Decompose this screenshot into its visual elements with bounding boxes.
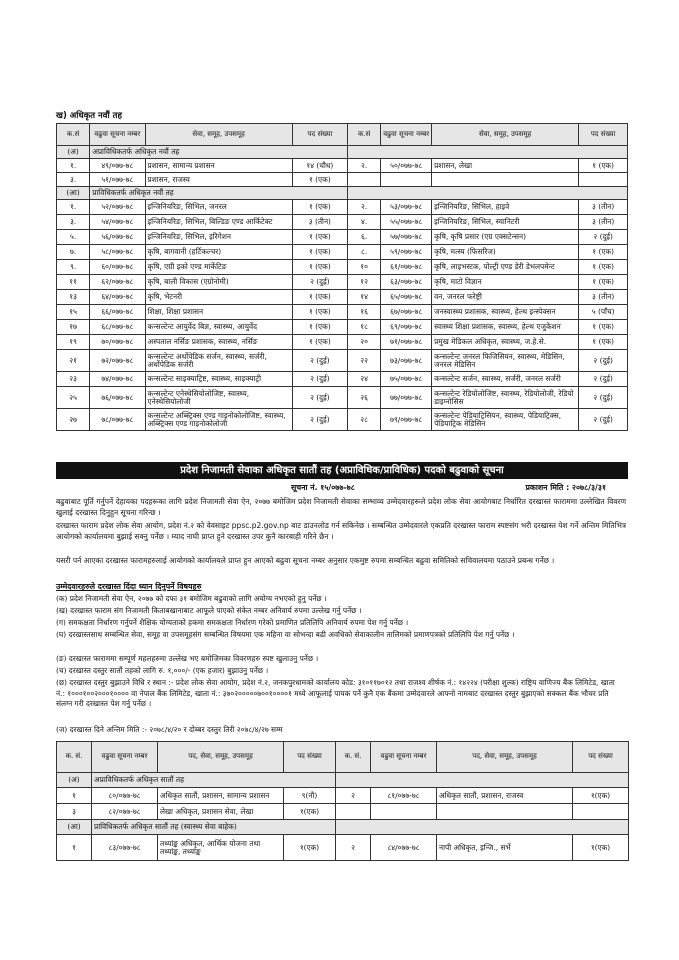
instruction-item: (ङ) दरखास्त फाराममा सम्पूर्ण महलहरुमा उल्लेख भए बमोजिमका विवरणहरु स्पष्ट खुलाउनु पर्नेछ । [56,654,319,663]
notice-banner: प्रदेश निजामती सेवाका अधिकृत सातौं तह (अप्राविधिक/प्राविधिक) पदको बढुवाको सूचना [56,462,628,479]
row-sn: २५ [57,387,90,409]
col-posts: पद संख्या [292,124,347,146]
row-notice-no: ६४/०७७-७८ [90,290,145,305]
row-sn: ५. [57,230,90,245]
row-notice-no: ७४/०७७-७८ [90,372,145,387]
row-posts: १ (एक) [292,200,347,215]
row-sn: २. [348,200,381,215]
category-label: अप्राविधिकतर्फ अधिकृत सातौं तह [92,773,336,788]
col-sn: क.सं [348,124,381,146]
row-notice-no: ५८/०७७-७८ [90,245,145,260]
col-posts: पद संख्या [573,742,629,773]
row-sn: १ [57,788,92,804]
officer-7th-level-table [56,741,629,861]
row-sn: १४ [348,290,381,305]
row-service: वन, जनरल फरेष्ट्री [432,290,579,305]
row-notice-no: ५०/०७७-७८ [381,159,432,173]
row-posts: १ (एक) [579,159,628,173]
row-posts: २ (दुई) [579,387,628,409]
row-posts: २ (दुई) [579,409,628,431]
row-posts: ५ (पाँच) [579,305,628,320]
row-notice-no: ७१/०७७-७८ [381,335,432,350]
row-sn: २ [336,835,371,861]
col-sn: क.सं [57,124,90,146]
bottom-b-rows [57,835,629,861]
row-sn: २० [348,335,381,350]
row-sn: २४ [348,372,381,387]
row-sn: १. [57,159,90,173]
row-sn: ३ [57,804,92,820]
row-notice-no: ५१/०७७-७८ [90,173,145,187]
instruction-item: (छ) दरखास्त दस्तुर बुझाउने विधि र स्थान :- प्रदेश लोक सेवा आयोग, प्रदेश नं.२, जनकपुरधामको कार्यालय कोड: ३१०११७०१२ तथा राजश्व शीर्षक नं.: १४२२४ (परीक्षा शुल्क) राष्ट्रिय वाणिज्य बैंक लिमिटेड, खाता नं.: १०००१००२०००१०००० वा नेपाल बैंक लिमिटेड, खाता नं.: ३७०२०००००७००१००००१ मध्ये आफूलाई पायक पर्ने कुनै एक बैंकमा उम्मेदवारले आफ्नो नामबाट दरखास्त दस्तुर बुझाएको सक्कल बैंक भौचर प्रति संलग्न गरी दरखास्त पेश गर्नु पर्नेछ । [56,678,615,708]
row-notice-no: ६०/०७७-७८ [90,260,145,275]
row-sn: ६. [348,230,381,245]
col-service: पद, सेवा, समूह, उपसमूह [437,742,573,773]
section-heading: ख) अधिकृत नवौं तह [56,111,123,121]
row-service: कन्सल्टेन्ट अर्थोपेडिक सर्जन, स्वास्थ्य, सर्जरी, अर्थोपेडिक सर्जरी [145,350,292,372]
row-posts: १(एक) [284,804,336,820]
row-sn: ३. [57,215,90,230]
table-header-row [57,742,629,773]
col-service: सेवा, समूह, उपसमूह [145,124,292,146]
row-sn: १६ [348,305,381,320]
row-posts [579,173,628,187]
row-notice-no: ६३/०७७-७८ [381,275,432,290]
row-service: कन्सल्टेन्ट रेडियोलोजिष्ट, स्वास्थ्य, रेडियोलोजी, रेडियो डाइग्नोसिस [432,387,579,409]
row-sn: १० [348,260,381,275]
row-service: कृषि, एग्री इको एण्ड मार्केटिङ [145,260,292,275]
category-label: अप्राविधिकतर्फ अधिकृत नवौं तह [90,146,348,159]
row-posts: १ (एक) [292,335,347,350]
row-notice-no: ६५/०७७-७८ [381,290,432,305]
row-sn: २६ [348,387,381,409]
table-row [57,788,629,804]
row-posts: १ (एक) [579,245,628,260]
row-notice-no: ७६/०७७-७८ [90,387,145,409]
table-row [57,290,628,305]
row-sn: ७. [57,245,90,260]
row-service: कृषि, कृषि प्रसार (एग्र एक्सटेन्सन) [432,230,579,245]
officer-9th-level-table [56,123,628,431]
row-service: कृषि, भेटनरी [145,290,292,305]
table-row [57,230,628,245]
instruction-item: (ज) दरखास्त दिने अन्तिम मिति :- २०७८/४/२० र दोब्बर दस्तुर तिरी २०७८/४/२७ सम्म [56,725,283,734]
row-service: जनस्वास्थ्य प्रशासक, स्वास्थ्य, हेल्थ इन्स्पेक्सन [432,305,579,320]
row-sn: १ [57,835,92,861]
row-posts: १(एक) [573,835,629,861]
row-sn: ११ [57,275,90,290]
table-row [57,215,628,230]
row-sn: १८ [348,320,381,335]
forwarding-paragraph: यसरी पर्न आएका दरखास्त फारामहरुलाई आयोगको कार्यालयले प्राप्त हुन आएको बढुवा सूचना नम्बर अनुसार एकमुष्ट रुपमा सम्बन्धित बढुवा समितिको सचिवालयमा पठाउने प्रबन्ध गर्नेछ । [56,556,555,565]
application-paragraph: दरखास्त फाराम प्रदेश लोक सेवा आयोग, प्रदेश नं.२ को वेवसाइट ppsc.p2.gov.np बाट डाउनलोड गर्न सकिनेछ । सम्बन्धित उम्मेदवारले एकप्रति दरखास्त फाराम स्पष्टसंग भरी दरखास्त पेश गर्ने अन्तिम मितिभित्र आयोगको कार्यालयमा बुझाई सक्नु पर्नेछ । म्याद नाघी प्राप्त हुने दरखास्त उपर कुनै कारबाही गरिने छैन । [56,521,626,541]
bottom-a-rows [57,788,629,820]
row-notice-no: ५६/०७७-७८ [90,230,145,245]
notice-info-line [56,483,628,495]
table-row [57,245,628,260]
row-notice-no: ७२/०७७-७८ [90,350,145,372]
row-sn: ९. [57,260,90,275]
row-posts: २ (दुई) [579,372,628,387]
table-row [57,173,628,187]
row-notice-no [371,804,437,820]
row-service: कृषि, लाइभस्टक, पोल्ट्री एण्ड डेरी डेभलपमेन्ट [432,260,579,275]
row-notice-no: ८४/०७७-७८ [371,835,437,861]
row-sn: १५ [57,305,90,320]
row-sn: २२ [348,350,381,372]
row-service: प्रशासन, सामान्य प्रशासन [145,159,292,173]
row-service: लेखा अधिकृत, प्रशासन सेवा, लेखा [158,804,284,820]
row-sn: १३ [57,290,90,305]
row-notice-no: ७३/०७७-७८ [381,350,432,372]
row-service: कृषि, माटो विज्ञान [432,275,579,290]
row-service: इन्जिनियरिङ, सिभिल, बिल्डिङ एण्ड आर्किटेक्ट [145,215,292,230]
row-service: कृषि, बाली विकास (एग्रोनोमी) [145,275,292,290]
instruction-item: (घ) दरखास्तसाथ सम्बन्धित सेवा, समूह वा उपसमूहसंग सम्बन्धित विषयमा एक महिना वा सोभन्दा बढी अवधिको सेवाकालीन तालिमको प्रमाणपत्रको प्रतिलिपि पेश गर्नु पर्नेछ । [56,630,515,639]
row-notice-no: ७५/०७७-७८ [381,372,432,387]
category-row: (आ) प्राविधिकतर्फ अधिकृत नवौं तह [57,187,628,200]
row-notice-no: ५९/०७७-७८ [381,245,432,260]
row-posts: २ (दुई) [579,350,628,372]
col-service: सेवा, समूह, उपसमूह [432,124,579,146]
publish-date: प्रकाशन मिति : २०७८/३/३१ [525,483,606,492]
row-sn: १७ [57,320,90,335]
table-row [57,305,628,320]
row-service: तथ्यांङ्क अधिकृत, आर्थिक योजना तथा तथ्यांङ्क, तथ्यांङ्क [158,835,284,861]
row-posts: ३ (तीन) [292,215,347,230]
row-service: कन्सल्टेन्ट अब्स्ट्रिक्स एण्ड गाइनोकोलोजिष्ट, स्वास्थ्य, अब्स्ट्रिक्स एण्ड गाइनोकोलोजी [145,409,292,431]
table-row [57,804,629,820]
row-posts: १४ (चौध) [292,159,347,173]
row-posts: २ (दुई) [292,409,347,431]
row-posts: १(एक) [573,788,629,804]
intro-paragraph: बढुवाबाट पूर्ति गर्नुपर्ने देहायका पदहरूका लागि प्रदेश निजामती सेवा ऐन, २०७७ बमोजिम प्रदेश निजामती सेवाका सम्भाव्य उम्मेदवारहरूले प्रदेश लोक सेवा आयोगबाट निर्धारित दरखास्त फाराममा उल्लेखित विवरण खुलाई दरखास्त दिनुहुन सूचना गरिन्छ । [56,497,626,517]
row-posts: १ (एक) [292,305,347,320]
row-notice-no: ८१/०७७-७८ [371,788,437,804]
category-row: (आ) प्राविधिकतर्फ अधिकृत सातौं तह (स्वास्थ्य सेवा बाहेक) [57,820,629,835]
row-sn: २ [336,788,371,804]
row-service: कृषि, मत्स्य (फिसरिज) [432,245,579,260]
row-posts: ३ (तीन) [579,290,628,305]
instructions-heading: उम्मेदवारहरुले दरखास्त दिंदा ध्यान दिनुपर्ने विषयहरु [56,582,202,591]
category-row: (अ) अप्राविधिकतर्फ अधिकृत नवौं तह [57,146,628,159]
row-posts [573,804,629,820]
top-a-rows [57,159,628,187]
row-service: अस्पताल नर्सिङ प्रशासक, स्वास्थ्य, नर्सिङ [145,335,292,350]
category-label: प्राविधिकतर्फ अधिकृत सातौं तह (स्वास्थ्य सेवा बाहेक) [92,820,336,835]
row-notice-no: ६६/०७७-७८ [90,305,145,320]
instruction-item: (ग) समकक्षता निर्धारण गर्नुपर्ने शैक्षिक योग्यताको हकमा समकक्षता निर्धारण गरेको प्रमाणित प्रतिलिपि अनिवार्य रुपमा पेश गर्नु पर्नेछ । [56,618,409,627]
row-notice-no [381,173,432,187]
table-row [57,409,628,431]
row-posts: १ (एक) [292,230,347,245]
table-row [57,275,628,290]
col-notice-no: वढुवा सूचना नम्बर [371,742,437,773]
row-notice-no: ८२/०७७-७८ [92,804,158,820]
row-posts: १ (एक) [292,320,347,335]
row-sn: २८ [348,409,381,431]
row-service: इन्जिनियरिङ, सिभिल, हाइवे [432,200,579,215]
row-sn: २१ [57,350,90,372]
row-posts: १ (एक) [579,335,628,350]
row-service: स्वास्थ्य शिक्षा प्रशासक, स्वास्थ्य, हेल्थ एजुकेशन [432,320,579,335]
row-notice-no: ५७/०७७-७८ [381,230,432,245]
row-notice-no: ५५/०७७-७८ [381,215,432,230]
row-service: इन्जिनियरिङ, सिभिल, इरिगेशन [145,230,292,245]
row-service: शिक्षा, शिक्षा प्रशासन [145,305,292,320]
row-posts: २ (दुई) [292,372,347,387]
table-row [57,350,628,372]
table-row [57,200,628,215]
row-notice-no: ५४/०७७-७८ [90,215,145,230]
row-notice-no: ५२/०७७-७८ [90,200,145,215]
table-row [57,835,629,861]
row-notice-no: ८३/०७७-७८ [92,835,158,861]
row-sn: १९ [57,335,90,350]
row-posts: २ (दुई) [292,275,347,290]
row-service: कन्सल्टेन्ट पेडियाट्रिसियन, स्वास्थ्य, पेडियाट्रिक्स, पेडियाट्रिक मेडिसिन [432,409,579,431]
col-notice-no: वढुवा सूचना नम्बर [90,124,145,146]
row-service: कन्सल्टेन्ट आयुर्वेद बिज्ञ, स्वास्थ्य, आयुर्वेद [145,320,292,335]
row-notice-no: ७७/०७७-७८ [381,387,432,409]
row-posts: १(एक) [284,835,336,861]
row-sn: १. [57,200,90,215]
row-service [432,173,579,187]
row-service: अधिकृत सातौं, प्रशासन, सामान्य प्रशासन [158,788,284,804]
row-posts: ३ (तीन) [579,200,628,215]
row-service: कृषि, बागवानी (हर्टिकल्चर) [145,245,292,260]
row-service: अधिकृत सातौं, प्रशासन, राजस्व [437,788,573,804]
row-notice-no: ७०/०७७-७८ [90,335,145,350]
row-posts: २ (दुई) [292,387,347,409]
row-posts: १ (एक) [292,290,347,305]
row-sn: ४. [348,215,381,230]
row-notice-no: ७९/०७७-७८ [381,409,432,431]
row-service: इन्जिनियरिङ, सिभिल, जनरल [145,200,292,215]
row-notice-no: ६१/०७७-७८ [381,260,432,275]
row-posts: २ (दुई) [292,350,347,372]
row-notice-no: ६९/०७७-७८ [381,320,432,335]
table-header-row [57,124,628,146]
row-posts: १ (एक) [292,173,347,187]
row-sn: ८. [348,245,381,260]
row-sn: २. [348,159,381,173]
instruction-item: (क) प्रदेश निजामती सेवा ऐन, २०७७ को दफा ३१ बमोजिम बढुवाको लागि अयोग्य नभएको हुनु पर्नेछ । [56,594,327,603]
col-sn: क. सं. [57,742,92,773]
table-row [57,260,628,275]
row-posts: १ (एक) [292,260,347,275]
instruction-item: (ख) दरखास्त फाराम संग निजामती किताबखानाबाट आफूले पाएको संकेत नम्बर अनिवार्य रुपमा उल्लेख गर्नु पर्नेछ । [56,606,362,615]
row-service: कन्सल्टेन्ट जनरल फिजिसियन, स्वास्थ्य, मेडिसिन, जनरल मेडिसिन [432,350,579,372]
row-posts: १ (एक) [579,275,628,290]
row-sn: २७ [57,409,90,431]
row-service: प्रशासन, राजस्व [145,173,292,187]
row-posts: १ (एक) [579,320,628,335]
col-notice-no: वढुवा सूचना नम्बर [381,124,432,146]
table-row [57,387,628,409]
col-notice-no: वढुवा सूचना नम्बर [92,742,158,773]
row-service: कन्सल्टेन्ट सर्जन, स्वास्थ्य, सर्जरी, जनरल सर्जरी [432,372,579,387]
row-posts: ९(नौ) [284,788,336,804]
row-notice-no: ४९/०७७-७८ [90,159,145,173]
col-sn: क. सं. [336,742,371,773]
row-service: कन्सल्टेन्ट एनेस्थेसियोलोजिष्ट, स्वास्थ्य, एनेस्थेसियोलोजी [145,387,292,409]
row-service: कन्सल्टेन्ट साइक्याट्रिष्ट, स्वास्थ्य, साइक्याट्री [145,372,292,387]
notice-number: सूचना नं. १५/०७७-७८ [291,483,355,492]
category-label: प्राविधिकतर्फ अधिकृत नवौं तह [90,187,348,200]
instruction-item: (च) दरखास्त दस्तुर सातौं तहको लागि रु. १,०००/- (एक हजार) बुझाउनु पर्नेछ । [56,666,269,675]
row-service: प्रशासन, लेखा [432,159,579,173]
row-sn [336,804,371,820]
row-notice-no: ६२/०७७-७८ [90,275,145,290]
row-posts: ३ (तीन) [579,215,628,230]
row-notice-no: ७८/०७७-७८ [90,409,145,431]
row-sn: २३ [57,372,90,387]
row-sn: ३. [57,173,90,187]
table-row [57,372,628,387]
row-posts: १ (एक) [579,260,628,275]
row-sn: १२ [348,275,381,290]
row-posts: २ (दुई) [579,230,628,245]
col-service: पद, सेवा, समूह, उपसमूह [158,742,284,773]
row-service: नापी अधिकृत, इन्जि., सर्भे [437,835,573,861]
top-b-rows [57,200,628,431]
row-notice-no: ६७/०७७-७८ [381,305,432,320]
row-notice-no: ८०/०७७-७८ [92,788,158,804]
row-sn [348,173,381,187]
row-notice-no: ५३/०७७-७८ [381,200,432,215]
table-row [57,320,628,335]
col-posts: पद संख्या [579,124,628,146]
table-row [57,159,628,173]
row-service: प्रमुख मेडिकल अधिकृत, स्वास्थ्य, ज.हे.से. [432,335,579,350]
row-service: इन्जिनियरिङ, सिभिल, स्यानिटरी [432,215,579,230]
row-posts: १ (एक) [292,245,347,260]
category-row: (अ) अप्राविधिकतर्फ अधिकृत सातौं तह [57,773,629,788]
row-notice-no: ६८/०७७-७८ [90,320,145,335]
col-posts: पद संख्या [284,742,336,773]
table-row [57,335,628,350]
row-service [437,804,573,820]
